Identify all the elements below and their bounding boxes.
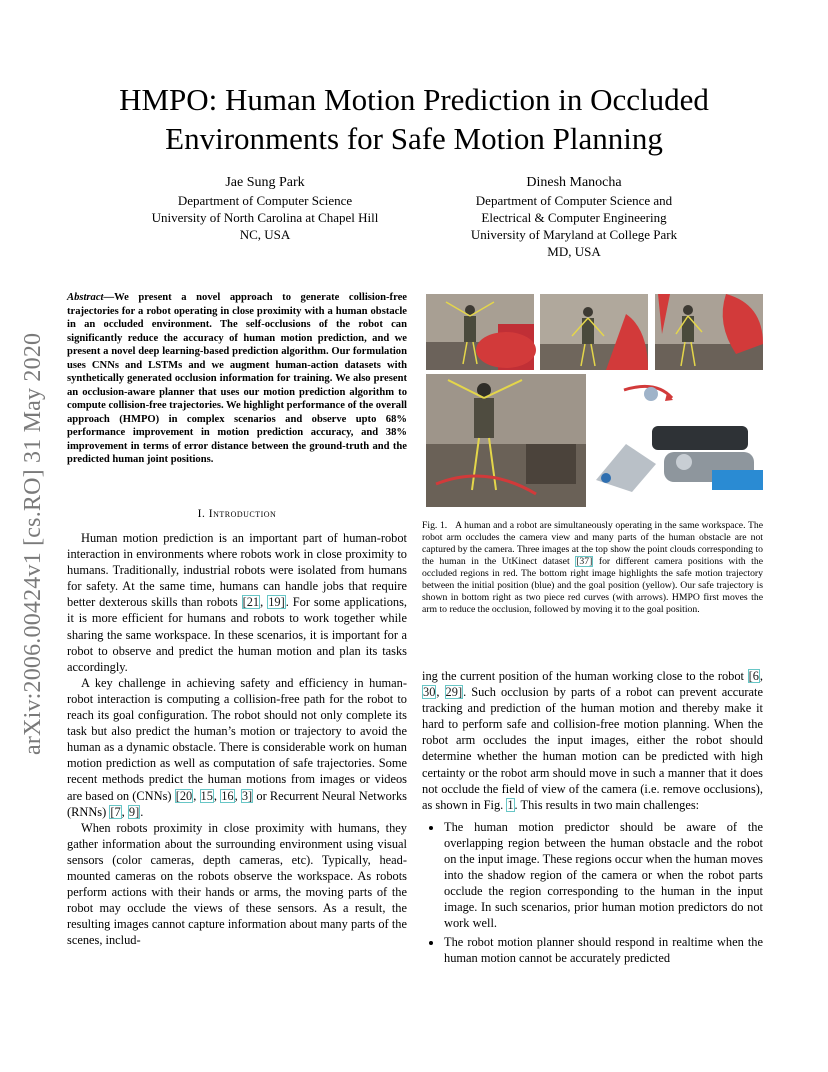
author-affiliation: University of Maryland at College Park — [470, 227, 678, 242]
citation-link[interactable]: 9] — [128, 804, 140, 819]
figure-panel-point-cloud-3 — [655, 294, 763, 370]
citation-link[interactable]: 16 — [221, 788, 234, 803]
citation-link[interactable]: 30 — [423, 685, 436, 700]
author-block-1 — [140, 174, 390, 243]
section-heading: I. Introduction — [197, 508, 277, 520]
figure-panel-point-cloud-2 — [540, 294, 648, 370]
figure-caption: Fig. 1. A human and a robot are simultaneously operating in the same workspace. The robot arm occludes the camera view and many parts of the human obstacle are not captured by the camera. Three images at the top show the point clouds corresponding to the human in the UtKinect dataset [37] for different camera positions with the occluded regions in red. The bottom right image highlights the safe motion trajectory between the initial position (blue) and the goal position (yellow). Our safe trajectory is shown in bottom right as two piece red curves (with arrows). HMPO first moves the arm to reduce the occlusion, followed by moving it to the goal position. — [422, 520, 764, 615]
author-name: Dinesh Manocha — [526, 175, 622, 190]
paragraph: A key challenge in achieving safety and efficiency in human-robot interaction is computing a collision-free path for the robot to reach its goal configuration. The robot should not only complete its task but also predict the human’s motion or trajectory to avoid the human as a dynamic obstacle. There is considerable work on human motion prediction as well as computation of safe trajectories. Some recent methods predict the human motions from images or videos are based on (CNNs) [20, 15, 16, 3] or Recurrent Neural Networks (RNNs) [7, 9]. — [67, 675, 407, 819]
figure-1 — [426, 294, 763, 507]
citation-link[interactable]: [21 — [242, 595, 260, 610]
challenge-list — [422, 819, 763, 966]
left-column-body — [67, 530, 407, 948]
author-name: Jae Sung Park — [225, 175, 305, 190]
paragraph: When robots proximity in close proximity with humans, they gather information about the surrounding environment using visual sensors (color cameras, depth cameras, etc). Typically, head-mounted cameras on the robots observe the workspace. As robots perform actions with their hands or arms, the moving parts of the robot may occlude the views of these sensors. As a result, the resulting images cannot capture information about many parts of the scenes, includ- — [67, 820, 407, 948]
citation-link[interactable]: [7 — [110, 804, 121, 819]
list-item: The human motion predictor should be aware of the overlapping region between the human obstacle and the robot on the input image. These regions occur when the human moves into the shadow region of the camera or when the robot parts occlude the region corresponding to the human in the input image. In such scenarios, prior human motion predictors do not work well. — [422, 819, 763, 932]
figure-panel-robot-trajectory — [586, 374, 763, 507]
figure-panel-point-cloud-large — [426, 374, 586, 507]
figure-link[interactable]: 1 — [507, 797, 514, 812]
arxiv-stamp[interactable]: arXiv:2006.00424v1 [cs.RO] 31 May 2020 — [20, 332, 46, 755]
author-affiliation: NC, USA — [239, 227, 291, 242]
citation-link[interactable]: [37] — [576, 556, 593, 567]
abstract — [67, 291, 407, 467]
list-item: The robot motion planner should respond in realtime when the human motion cannot be accurately predicted — [422, 934, 763, 966]
citation-link[interactable]: 3] — [241, 788, 253, 803]
abstract-label: Abstract — [67, 292, 104, 303]
figure-panel-point-cloud-1 — [426, 294, 536, 370]
citation-link[interactable]: 29] — [445, 685, 463, 700]
citation-link[interactable]: [6 — [748, 669, 759, 683]
figure-caption-label: Fig. 1. — [422, 520, 448, 531]
citation-link[interactable]: 15 — [200, 788, 213, 803]
author-affiliation: Electrical & Computer Engineering — [481, 210, 667, 225]
abstract-text: —We present a novel approach to generate collision-free trajectories for a robot operating in close proximity with a human obstacle in an occluded environment. The self-occlusions of the robot can significantly reduce the accuracy of human motion prediction, and we present a novel deep learning-based prediction algorithm. Our formulation uses CNNs and LSTMs and we augment human-action datasets with synthetically generated occlusion information for training. We also present an occlusion-aware planner that uses our motion prediction algorithm to compute collision-free trajectories. We highlight performance of the overall approach (HMPO) in complex scenarios and observe upto 68% performance improvement in motion prediction accuracy, and 38% improvement in terms of error distance between the ground-truth and the predicted human joint positions. — [67, 292, 407, 465]
citation-link[interactable]: [20 — [175, 788, 193, 803]
author-affiliation: Department of Computer Science and — [475, 193, 673, 208]
paragraph: Human motion prediction is an important part of human-robot interaction in environments where robots work in close proximity to humans. Traditionally, industrial robots were isolated from humans for safety. At the same time, humans can handle jobs that require better dexterous skills than robots [21, 19]. For some applications, it is more efficient for humans and robots to work together while sharing the same workspace. In these scenarios, it is important for a robot to observe and predict the human motion and plan its tasks accordingly. — [67, 531, 407, 674]
author-affiliation: Department of Computer Science — [177, 193, 353, 208]
citation-link[interactable]: 19] — [268, 595, 285, 610]
author-affiliation: MD, USA — [547, 244, 601, 259]
author-block-2 — [449, 174, 699, 260]
paragraph: ing the current position of the human working close to the robot [6, 30, 29]. Such occlusion by parts of a robot can prevent accurate tracking and prediction of the human motion and thereby make it hard to perform safe and collision-free motion planning. When the robot arm occludes the input images, either the robot should determine whether the human motion can be predicted with high certainty or the robot arm should move in such a manner that it does not occlude the field of view of the camera (i.e. remove occlusions), as shown in Fig. 1. This results in two main challenges: — [422, 669, 763, 812]
paper-title: HMPO: Human Motion Prediction in Occluded Environments for Safe Motion Planning — [119, 82, 709, 156]
author-affiliation: University of North Carolina at Chapel Hill — [151, 210, 379, 225]
right-column-body — [422, 668, 763, 968]
